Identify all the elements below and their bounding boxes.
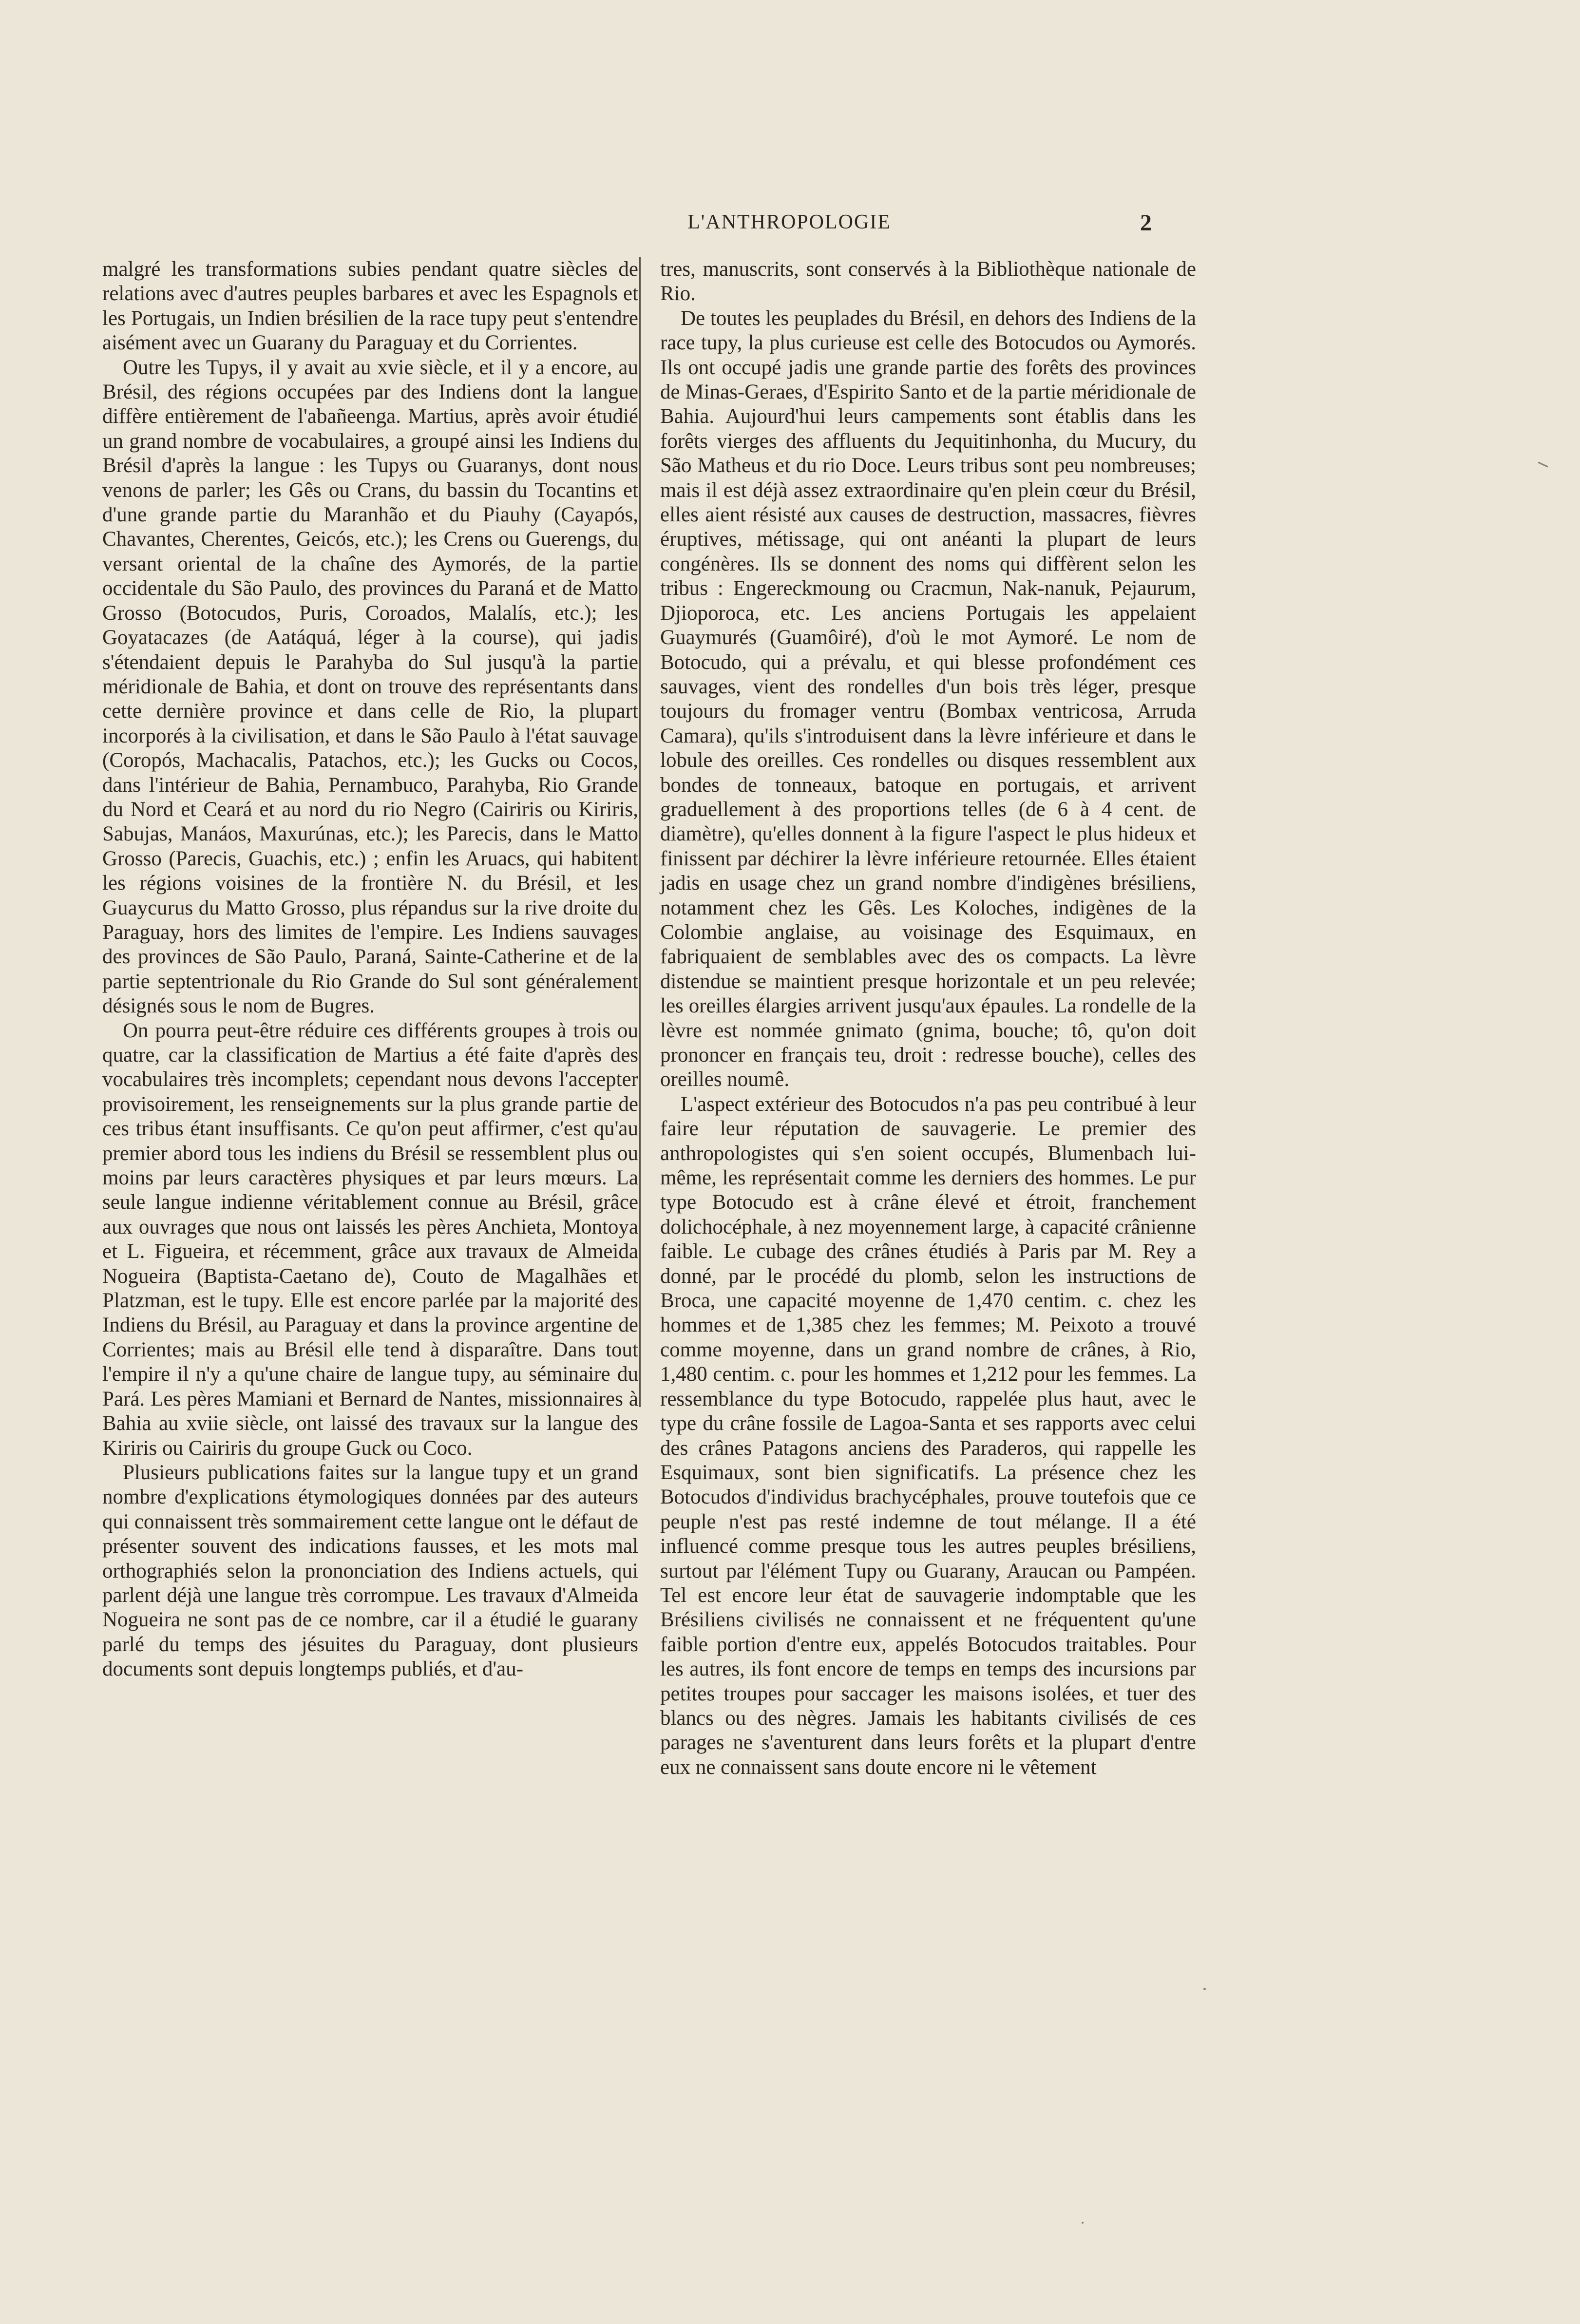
paragraph: Outre les Tupys, il y avait au xvie siècle, et il y a encore, au Brésil, des régions occupées par des Indiens dont la langue diffère entièrement de l'abañeenga. Martius, après avoir étudié un grand nombre de vocabulaires, a groupé ainsi les Indiens du Brésil d'après la langue : les Tupys ou Guaranys, dont nous venons de parler; les Gês ou Crans, du bassin du Tocantins et d'une grande partie du Maranhão et du Piauhy (Cayapós, Chavantes, Cherentes, Geicós, etc.); les Crens ou Guerengs, du versant oriental de la chaîne des Aymorés, de la partie occidentale du São Paulo, des provinces du Paraná et de Matto Grosso (Botocudos, Puris, Coroados, Malalís, etc.); les Goyatacazes (de Aatáquá, léger à la course), qui jadis s'étendaient depuis le Parahyba do Sul jusqu'à la partie méridionale de Bahia, et dont on trouve des représentants dans cette dernière province et dans celle de Rio, la plupart incorporés à la civilisation, et dans le São Paulo à l'état sauvage (Coropós, Machacalis, Patachos, etc.); les Gucks ou Cocos, dans l'intérieur de Bahia, Pernambuco, Parahyba, Rio Grande du Nord et Ceará et au nord du rio Negro (Cairiris ou Kiriris, Sabujas, Manáos, Maxurúnas, etc.); les Parecis, dans le Matto Grosso (Parecis, Guachis, etc.) ; enfin les Aruacs, qui habitent les régions voisines de la frontière N. du Brésil, et les Guaycurus du Matto Grosso, plus répandus sur la rive droite du Paraguay, hors des limites de l'empire. Les Indiens sauvages des provinces de São Paulo, Paraná, Sainte-Catherine et de la partie septentrionale du Rio Grande do Sul sont généralement désignés sous le nom de Bugres. <box>102 356 638 1018</box>
paragraph: On pourra peut-être réduire ces différents groupes à trois ou quatre, car la classification de Martius a été faite d'après des vocabulaires très incomplets; cependant nous devons l'accepter provisoirement, les renseignements sur la plus grande partie de ces tribus étant insuffisants. Ce qu'on peut affirmer, c'est qu'au premier abord tous les indiens du Brésil se ressemblent plus ou moins par leurs caractères physiques et par leurs mœurs. La seule langue indienne véritablement connue au Brésil, grâce aux ouvrages que nous ont laissés les pères Anchieta, Montoya et L. Figueira, et récemment, grâce aux travaux de Almeida Nogueira (Baptista-Caetano de), Couto de Magalhães et Platzman, est le tupy. Elle est encore parlée par la majorité des Indiens du Brésil, au Paraguay et dans la province argentine de Corrientes; mais au Brésil elle tend à disparaître. Dans tout l'empire il n'y a qu'une chaire de langue tupy, au séminaire du Pará. Les pères Mamiani et Bernard de Nantes, missionnaires à Bahia au xviie siècle, ont laissé des travaux sur la langue des Kiriris ou Cairiris du groupe Guck ou Coco. <box>102 1019 638 1460</box>
paper-speck <box>1538 461 1548 467</box>
paragraph: L'aspect extérieur des Botocudos n'a pas peu contribué à leur faire leur réputation de sauvagerie. Le premier des anthropologistes qui s'en soient occupés, Blumenbach lui-même, les représentait comme les derniers des hommes. Le pur type Botocudo est à crâne élevé et étroit, franchement dolichocéphale, à nez moyennement large, à capacité crânienne faible. Le cubage des crânes étudiés à Paris par M. Rey a donné, par le procédé du plomb, selon les instructions de Broca, une capacité moyenne de 1,470 centim. c. chez les hommes et de 1,385 chez les femmes; M. Peixoto a trouvé comme moyenne, dans un grand nombre de crânes, à Rio, 1,480 centim. c. pour les hommes et 1,212 pour les femmes. La ressemblance du type Botocudo, rappelée plus haut, avec le type du crâne fossile de Lagoa-Santa et ses rapports avec celui des crânes Patagons anciens des Paraderos, qui rappelle les Esquimaux, sont bien significatifs. La présence chez les Botocudos d'individus brachycéphales, prouve toutefois que ce peuple n'est pas resté indemne de tout mélange. Il a été influencé comme presque tous les autres peuples brésiliens, surtout par l'élément Tupy ou Guarany, Araucan ou Pampéen. Tel est encore leur état de sauvagerie indomptable que les Brésiliens civilisés ne connaissent et ne fréquentent qu'une faible portion d'entre eux, appelés Botocudos traitables. Pour les autres, ils font encore de temps en temps des incursions par petites troupes pour saccager les maisons isolées, et tuer des blancs ou des nègres. Jamais les habitants civilisés de ces parages ne s'aventurent dans leurs forêts et la plupart d'entre eux ne connaissent sans doute encore ni le vêtement <box>660 1092 1196 1779</box>
paper-speck <box>1082 2222 1084 2224</box>
column-divider <box>639 257 641 1407</box>
paragraph: malgré les transformations subies pendant quatre siècles de relations avec d'autres peuples barbares et avec les Espagnols et les Portugais, un Indien brésilien de la race tupy peut s'entendre aisément avec un Guarany du Paraguay et du Corrientes. <box>102 258 638 355</box>
page-number: 2 <box>1140 210 1152 236</box>
left-column <box>102 257 638 1682</box>
paper-speck <box>1203 1988 1206 1990</box>
right-column <box>660 257 1196 1780</box>
paragraph: tres, manuscrits, sont conservés à la Bibliothèque nationale de Rio. <box>660 258 1196 305</box>
paragraph: Plusieurs publications faites sur la langue tupy et un grand nombre d'explications étymologiques données par des auteurs qui connaissent très sommairement cette langue ont le défaut de présenter souvent des indications fausses, et les mots mal orthographiés selon la prononciation des Indiens actuels, qui parlent déjà une langue très corrompue. Les travaux d'Almeida Nogueira ne sont pas de ce nombre, car il a étudié le guarany parlé du temps des jésuites du Paraguay, dont plusieurs documents sont depuis longtemps publiés, et d'au- <box>102 1461 638 1681</box>
paragraph: De toutes les peuplades du Brésil, en dehors des Indiens de la race tupy, la plus curieuse est celle des Botocudos ou Aymorés. Ils ont occupé jadis une grande partie des forêts des provinces de Minas-Geraes, d'Espirito Santo et de la partie méridionale de Bahia. Aujourd'hui leurs campements sont établis dans les forêts vierges des affluents du Jequitinhonha, du Mucury, du São Matheus et du rio Doce. Leurs tribus sont peu nombreuses; mais il est déjà assez extraordinaire qu'en plein cœur du Brésil, elles aient résisté aux causes de destruction, massacres, fièvres éruptives, métissage, qui ont anéanti la plupart de leurs congénères. Ils se donnent des noms qui diffèrent selon les tribus : Engereckmoung ou Cracmun, Nak-nanuk, Pejaurum, Djioporoca, etc. Les anciens Portugais les appelaient Guaymurés (Guamôiré), d'où le mot Aymoré. Le nom de Botocudo, qui a prévalu, et qui blesse profondément ces sauvages, vient des rondelles d'un bois très léger, presque toujours du fromager ventru (Bombax ventricosa, Arruda Camara), qu'ils s'introduisent dans la lèvre inférieure et dans le lobule des oreilles. Ces rondelles ou disques ressemblent aux bondes de tonneaux, batoque en portugais, et arrivent graduellement à des proportions telles (de 6 à 4 cent. de diamètre), qu'elles donnent à la figure l'aspect le plus hideux et finissent par déchirer la lèvre inférieure retournée. Elles étaient jadis en usage chez un grand nombre d'indigènes brésiliens, notamment chez les Gês. Les Koloches, indigènes de la Colombie anglaise, au voisinage des Esquimaux, en fabriquaient de semblables avec des os compacts. La lèvre distendue se maintient presque horizontale et un peu relevée; les oreilles élargies arrivent jusqu'aux épaules. La rondelle de la lèvre est nommée gnimato (gnima, bouche; tô, qu'on doit prononcer en français teu, droit : redresse bouche), celles des oreilles noumê. <box>660 306 1197 1091</box>
running-title: L'ANTHROPOLOGIE <box>687 211 891 233</box>
